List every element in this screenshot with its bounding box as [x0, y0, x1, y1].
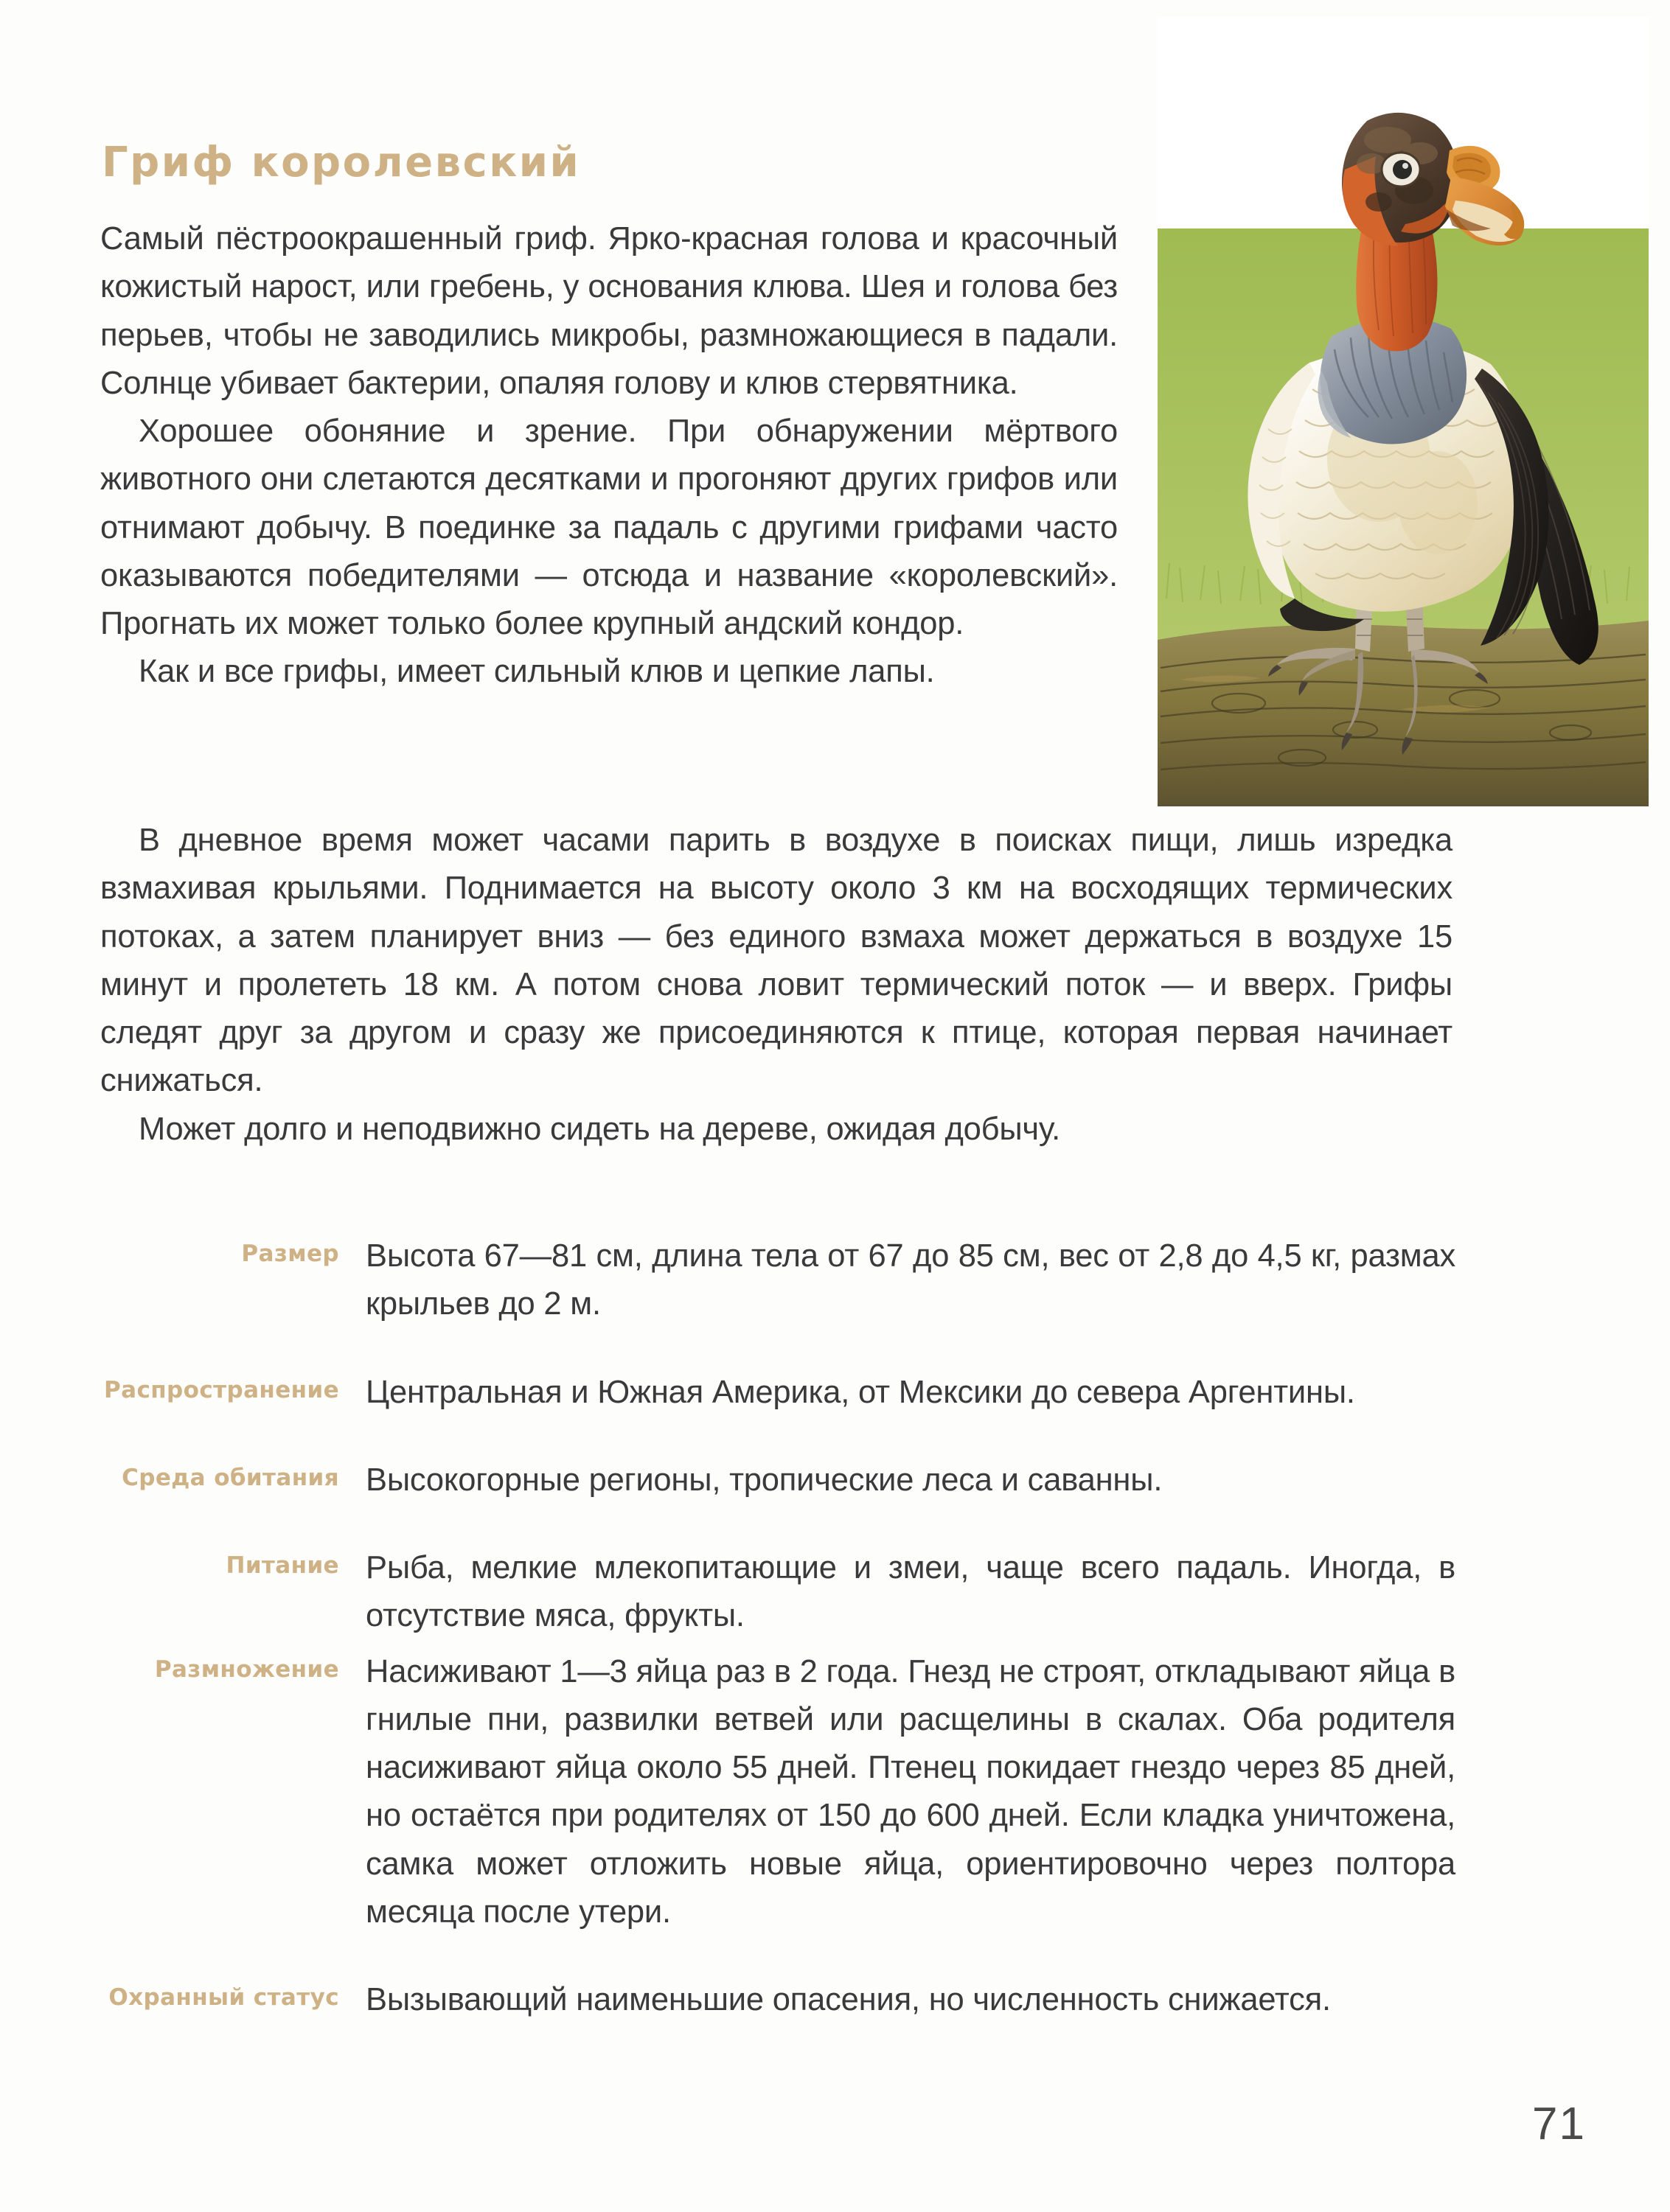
- fact-label: Охранный статус: [108, 1984, 339, 2011]
- species-fact-table: [100, 1232, 1455, 2064]
- paragraph: В дневное время может часами парить в воздухе в поисках пищи, лишь изредка взмахивая крыльями. Поднимается на высоту около 3 км на восходящих термических потоках, а затем планирует вниз — без единого взмаха может держаться в воздухе 15 минут и пролететь 18 км. А потом снова ловит термический поток — и вверх. Грифы следят друг за другом и сразу же присоединяются к птице, которая первая начинает снижаться.: [100, 823, 1452, 1099]
- fact-label: Питание: [226, 1552, 339, 1579]
- page-number: 71: [1532, 2098, 1586, 2149]
- paragraph: Хорошее обоняние и зрение. При обнаружении мёртвого животного они слетаются десятками и прогоняют других грифов или отнимают добычу. В поединке за падаль с другими грифами часто оказываются победителями — отсюда и название «королевский». Прогнать их может только более крупный андский кондор.: [100, 414, 1118, 641]
- fact-value: Рыба, мелкие млекопитающие и змеи, чаще всего падаль. Иногда, в отсутствие мяса, фрукты.: [366, 1550, 1455, 1634]
- fact-row-conservation-status: [100, 1976, 1455, 2024]
- fact-value: Насиживают 1—3 яйца раз в 2 года. Гнезд не строят, откладывают яйца в гнилые пни, развилки ветвей или расщелины в скалах. Оба родителя насиживают яйца около 55 дней. Птенец покидает гнездо через 85 дней, но остаётся при родителях от 150 до 600 дней. Если кладка уничтожена, самка может отложить новые яйца, ориентировочно через полтора месяца после утери.: [366, 1653, 1455, 1930]
- body-text-wide-column: [100, 817, 1452, 1154]
- page-title: Гриф королевский: [102, 138, 581, 186]
- fact-label: Размножение: [154, 1655, 339, 1683]
- fact-value: Высота 67—81 см, длина тела от 67 до 85 см, вес от 2,8 до 4,5 кг, размах крыльев до 2 м.: [366, 1238, 1455, 1322]
- fact-value: Центральная и Южная Америка, от Мексики до севера Аргентины.: [366, 1374, 1355, 1410]
- paragraph: Самый пёстроокрашенный гриф. Ярко-красная голова и красочный кожистый нарост, или гребень, у основания клюва. Шея и голова без перьев, чтобы не заводились микробы, размножающиеся в падали. Солнце убивает бактерии, опаляя голову и клюв стервятника.: [100, 221, 1118, 401]
- fact-row-size: [100, 1232, 1455, 1329]
- fact-value: Высокогорные регионы, тропические леса и саванны.: [366, 1462, 1163, 1498]
- body-text-narrow-column: [100, 215, 1118, 697]
- paragraph: Как и все грифы, имеет сильный клюв и цепкие лапы.: [139, 654, 935, 690]
- fact-label: Размер: [241, 1241, 339, 1267]
- fact-row-distribution: [100, 1369, 1455, 1417]
- paragraph: Может долго и неподвижно сидеть на дереве, ожидая добычу.: [139, 1111, 1060, 1147]
- king-vulture-illustration: [1158, 16, 1649, 806]
- fact-value: Вызывающий наименьшие опасения, но численность снижается.: [366, 1982, 1331, 2017]
- fact-row-habitat: [100, 1456, 1455, 1504]
- fact-row-reproduction: [100, 1648, 1455, 1937]
- fact-label: Распространение: [104, 1376, 339, 1403]
- fact-row-diet: [100, 1544, 1455, 1641]
- fact-label: Среда обитания: [122, 1464, 339, 1491]
